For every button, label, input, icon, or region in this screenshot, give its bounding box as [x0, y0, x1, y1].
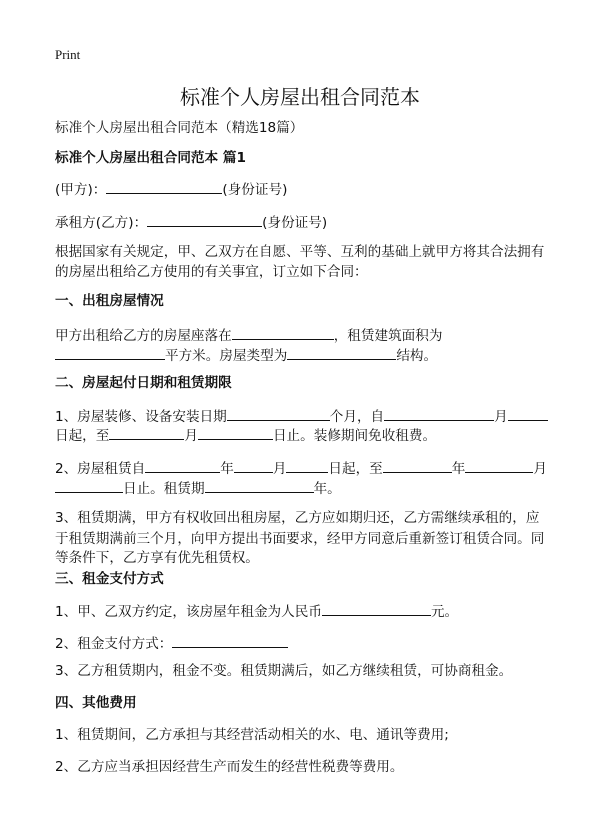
clause-line — [55, 406, 548, 426]
blank — [198, 425, 273, 440]
blank — [383, 458, 452, 473]
blank — [465, 458, 533, 473]
clause-line: 2、乙方应当承担因经营生产而发生的经营性税费等费用。 — [55, 759, 404, 775]
party-a-label: (甲方)： — [55, 182, 107, 198]
text: 年 — [451, 461, 466, 477]
text: 元。 — [430, 604, 459, 620]
section-heading: 二、房屋起付日期和租赁期限 — [55, 375, 232, 391]
text: 2、房屋租赁自 — [55, 461, 146, 477]
clause-line — [55, 425, 436, 445]
text: 1、房屋装修、设备安装日期 — [55, 409, 227, 425]
print-link[interactable]: Print — [55, 47, 81, 62]
blank — [287, 345, 396, 360]
text: 月 — [272, 461, 287, 477]
article-heading: 标准个人房屋出租合同范本 篇1 — [55, 150, 246, 166]
subtitle: 标准个人房屋出租合同范本（精选18篇） — [55, 120, 304, 136]
text: 甲方出租给乙方的房屋座落在 — [55, 328, 232, 344]
clause-line: 等条件下，乙方享有优先租赁权。 — [55, 550, 259, 566]
clause-line: 1、租赁期间，乙方承担与其经营活动相关的水、电、通讯等费用; — [55, 727, 449, 743]
blank — [109, 425, 184, 440]
party-b-blank — [147, 212, 262, 227]
text: 年。 — [313, 481, 341, 497]
text: 月 — [184, 428, 198, 444]
clause-line — [55, 478, 341, 498]
text: ，租赁建筑面积为 — [333, 328, 443, 344]
text: 2、租金支付方式： — [55, 636, 173, 652]
blank — [232, 325, 334, 340]
text: 年 — [220, 461, 234, 477]
text: 月 — [494, 409, 508, 425]
blank — [172, 633, 288, 648]
clause-line: 于租赁期满前三个月，向甲方提出书面要求，经甲方同意后重新签订租赁合同。同 — [55, 531, 545, 547]
text: 平方米。房屋类型为 — [165, 348, 288, 364]
clause-line — [55, 325, 442, 345]
party-b-line — [55, 212, 327, 232]
intro-line: 根据国家有关规定，甲、乙双方在自愿、平等、互利的基础上就甲方将其合法拥有 — [55, 244, 545, 260]
blank — [55, 345, 165, 360]
blank — [227, 406, 330, 421]
clause-line — [55, 345, 437, 365]
blank — [322, 601, 431, 616]
blank — [508, 406, 548, 421]
section-heading: 一、出租房屋情况 — [55, 293, 164, 309]
blank — [205, 478, 314, 493]
clause-line — [55, 601, 458, 621]
text: 月 — [533, 461, 547, 477]
text: 个月，自 — [329, 409, 385, 425]
text: 日起，至 — [328, 461, 383, 477]
section-heading: 三、租金支付方式 — [55, 571, 164, 587]
blank — [55, 478, 123, 493]
party-a-line — [55, 179, 287, 199]
blank — [384, 406, 494, 421]
clause-line: 3、乙方租赁期内，租金不变。租赁期满后，如乙方继续租赁，可协商租金。 — [55, 663, 513, 679]
text: 日止。装修期间免收租费。 — [272, 428, 437, 444]
page-title: 标准个人房屋出租合同范本 — [180, 85, 420, 109]
clause-line: 3、租赁期满，甲方有权收回出租房屋，乙方应如期归还，乙方需继续承租的，应 — [55, 510, 540, 526]
party-a-suffix: (身份证号) — [222, 182, 288, 198]
text: 1、甲、乙双方约定，该房屋年租金为人民币 — [55, 604, 322, 620]
blank — [145, 458, 220, 473]
party-a-blank — [106, 179, 222, 194]
blank — [286, 458, 328, 473]
text: 结构。 — [396, 348, 438, 364]
text: 日起，至 — [55, 428, 110, 444]
blank — [234, 458, 273, 473]
clause-line — [55, 458, 547, 478]
party-b-suffix: (身份证号) — [262, 215, 328, 231]
intro-line: 的房屋出租给乙方使用的有关事宜，订立如下合同： — [55, 264, 368, 280]
party-b-label: 承租方(乙方)： — [55, 215, 148, 231]
clause-line — [55, 633, 288, 653]
text: 日止。租赁期 — [123, 481, 205, 497]
section-heading: 四、其他费用 — [55, 695, 137, 711]
